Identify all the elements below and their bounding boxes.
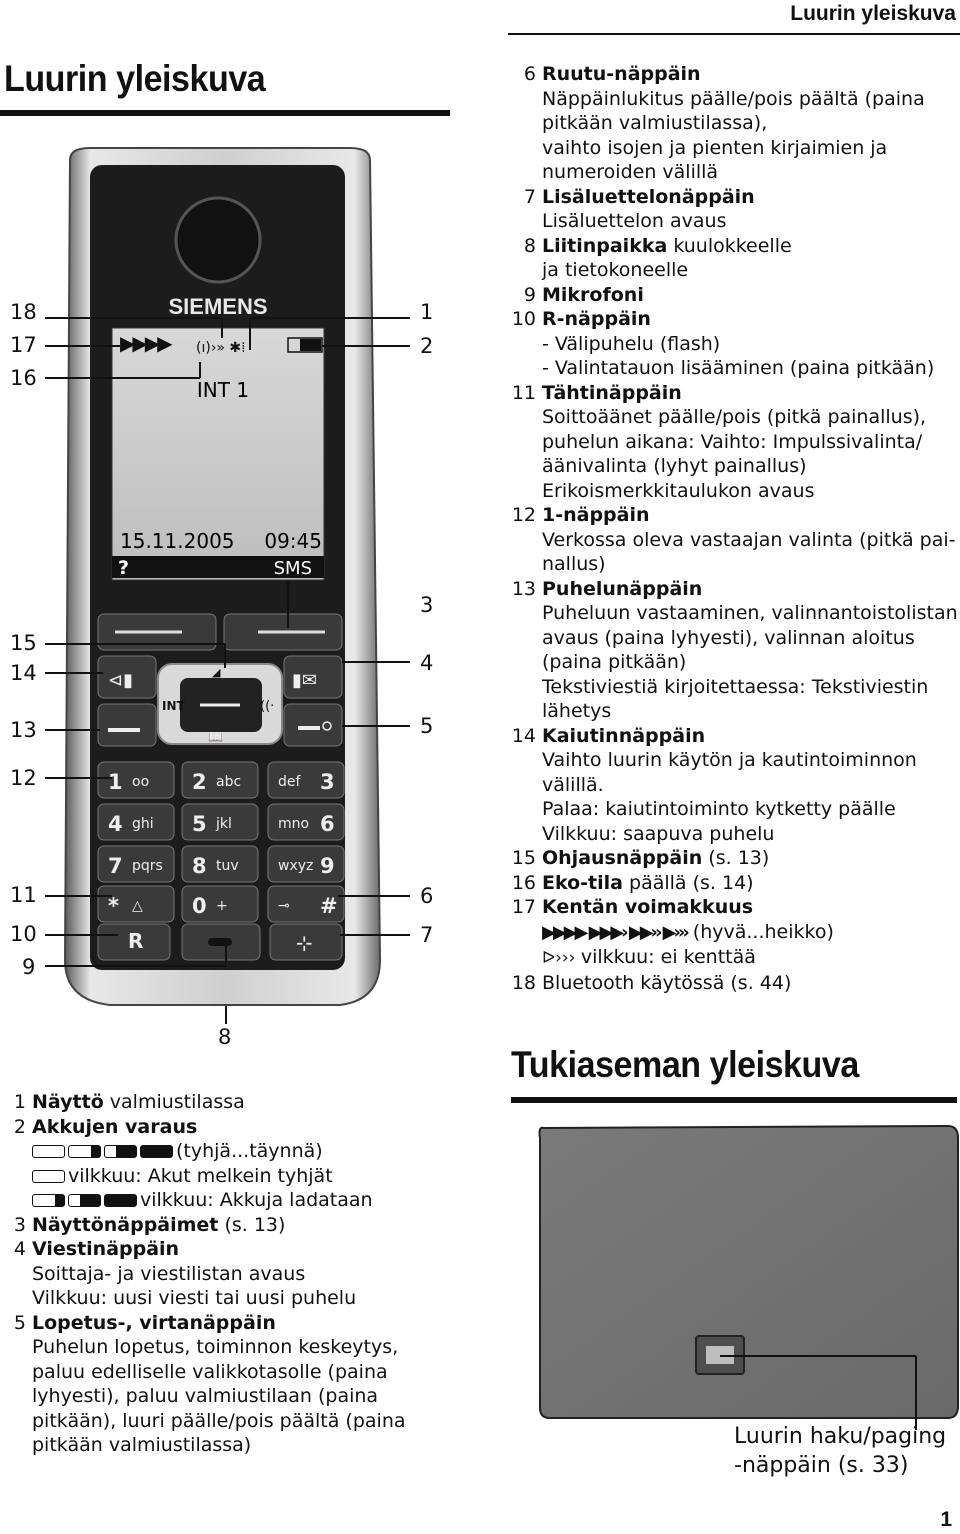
legend-line: Lisäluettelon avaus bbox=[542, 210, 727, 232]
legend-text: valmiustilassa bbox=[103, 1091, 245, 1113]
svg-text:▮✉: ▮✉ bbox=[292, 670, 317, 691]
legend-item-4 bbox=[0, 1237, 470, 1311]
legend-title: Kaiutinnäppäin bbox=[542, 724, 706, 747]
legend-line: äänivalinta (lyhyt painallus) bbox=[542, 455, 807, 477]
legend-title: Ohjausnäppäin bbox=[542, 847, 703, 869]
legend-num: 11 bbox=[511, 381, 536, 404]
keypad-digit: 4 bbox=[108, 812, 123, 836]
legend-item-9 bbox=[506, 283, 960, 308]
keypad-digit: 6 bbox=[320, 812, 335, 836]
callout-2: 2 bbox=[420, 334, 434, 358]
keypad-digit: # bbox=[320, 894, 338, 918]
battery-two-thirds-icon bbox=[104, 1145, 137, 1158]
legend-title: Mikrofoni bbox=[542, 283, 644, 306]
legend-line: Puheluun vastaaminen, valinnantoistolistan bbox=[542, 602, 958, 624]
legend-title: Kentän voimakkuus bbox=[542, 896, 754, 918]
legend-num: 18 bbox=[511, 971, 536, 994]
keypad-letters: jkl bbox=[216, 816, 232, 832]
keypad-digit: 0 bbox=[192, 894, 207, 918]
svg-text:((·: ((· bbox=[260, 699, 275, 714]
legend-num: 6 bbox=[523, 63, 536, 85]
legend-num: 12 bbox=[511, 504, 536, 526]
battery-low-text: vilkkuu: Akut melkein tyhjät bbox=[68, 1164, 333, 1187]
battery-charging-line bbox=[0, 1188, 470, 1213]
callout-9: 9 bbox=[22, 955, 36, 979]
legend-item-5 bbox=[0, 1311, 470, 1458]
legend-text: Bluetooth käytössä (s. 44) bbox=[542, 971, 792, 994]
callout-11: 11 bbox=[10, 883, 37, 907]
lcd-date: 15.11.2005 bbox=[120, 529, 235, 553]
legend-num: 7 bbox=[523, 185, 536, 208]
legend-text: (s. 13) bbox=[218, 1213, 286, 1236]
legend-line: Vilkkuu: uusi viesti tai uusi puhelu bbox=[32, 1287, 357, 1309]
battery-low-line bbox=[0, 1164, 470, 1189]
signal-none-line bbox=[506, 945, 960, 971]
legend-line: Soittaja- ja viestilistan avaus bbox=[32, 1262, 306, 1285]
lcd-time: 09:45 bbox=[264, 529, 322, 553]
legend-left-rest bbox=[0, 1213, 470, 1458]
base-caption-line-1: Luurin haku/paging bbox=[734, 1424, 947, 1449]
r-key-label: R bbox=[128, 929, 144, 953]
legend-line: Vilkkuu: saapuva puhelu bbox=[542, 822, 775, 845]
brand-logo: SIEMENS bbox=[168, 294, 268, 319]
legend-line: Tekstiviestiä kirjoitettaessa: Tekstiviestin bbox=[542, 675, 929, 698]
legend-title: Eko-tila bbox=[542, 871, 623, 894]
signal-levels-line bbox=[506, 920, 960, 946]
legend-line: - Valintatauon lisääminen (paina pitkään) bbox=[542, 357, 935, 379]
callout-14: 14 bbox=[10, 661, 37, 685]
legend-item-18 bbox=[506, 971, 960, 996]
legend-line: ja tietokoneelle bbox=[542, 259, 689, 281]
base-station-illustration bbox=[530, 1118, 960, 1430]
legend-title: R-näppäin bbox=[542, 308, 651, 330]
keypad-digit: 5 bbox=[192, 812, 207, 836]
legend-num: 10 bbox=[511, 308, 536, 330]
section-title-base: Tukiaseman yleiskuva bbox=[511, 1044, 859, 1085]
callout-18: 18 bbox=[10, 300, 37, 324]
legend-line: pitkään), luuri päälle/pois päältä (paina bbox=[32, 1409, 406, 1432]
keypad-letters: abc bbox=[216, 774, 242, 790]
callout-15: 15 bbox=[10, 631, 37, 655]
legend-title: Lopetus-, virtanäppäin bbox=[32, 1311, 276, 1334]
svg-text:⊲▮: ⊲▮ bbox=[108, 670, 133, 691]
legend-item-2 bbox=[0, 1115, 470, 1140]
callout-10: 10 bbox=[10, 922, 37, 946]
legend-line: Soittoäänet päälle/pois (pitkä painallus), bbox=[542, 406, 927, 428]
legend-num: 17 bbox=[511, 896, 536, 918]
title-rule-right bbox=[511, 1097, 957, 1103]
legend-line: Vaihto luurin käytön ja kautintoiminnon bbox=[542, 749, 917, 771]
battery-empty-icon bbox=[32, 1170, 65, 1183]
legend-right bbox=[506, 62, 960, 995]
legend-num: 15 bbox=[511, 847, 536, 869]
keypad-digit: 2 bbox=[192, 770, 207, 794]
page-number: 1 bbox=[940, 1508, 952, 1531]
keypad-letters: mno bbox=[278, 816, 310, 832]
legend-item-8 bbox=[506, 234, 960, 283]
legend-text: päällä (s. 14) bbox=[622, 871, 754, 894]
legend-item-1 bbox=[0, 1090, 470, 1115]
legend-line: avaus (paina lyhyesti), valinnan aloitus bbox=[542, 626, 915, 649]
callout-1: 1 bbox=[420, 300, 434, 324]
legend-line: - Välipuhelu (flash) bbox=[542, 332, 721, 355]
battery-third-icon bbox=[32, 1194, 65, 1207]
lcd-signal-icon: ▶▶▶▶ bbox=[120, 331, 170, 355]
legend-title: Lisäluettelonäppäin bbox=[542, 185, 755, 208]
legend-line: nallus) bbox=[542, 553, 606, 575]
legend-line: välillä. bbox=[542, 773, 604, 796]
keypad-letters: ghi bbox=[132, 816, 154, 832]
legend-title: Viestinäppäin bbox=[32, 1238, 180, 1260]
callout-4: 4 bbox=[420, 651, 434, 675]
legend-item-11 bbox=[506, 381, 960, 504]
callout-17: 17 bbox=[10, 333, 37, 357]
lcd-internal-name: INT 1 bbox=[196, 378, 250, 402]
legend-line: pitkään valmiustilassa), bbox=[542, 112, 768, 134]
callout-5: 5 bbox=[420, 714, 434, 738]
svg-text:⊹: ⊹ bbox=[296, 931, 313, 955]
legend-num: 3 bbox=[13, 1213, 26, 1236]
keypad-digit: 7 bbox=[108, 854, 123, 878]
svg-text:📖: 📖 bbox=[208, 730, 223, 744]
battery-range-text: (tyhjä...täynnä) bbox=[176, 1140, 323, 1162]
legend-title: Akkujen varaus bbox=[32, 1115, 198, 1138]
legend-text: kuulokkeelle bbox=[667, 234, 792, 257]
keypad-letters: wxyz bbox=[278, 858, 314, 874]
legend-line: paluu edelliselle valikkotasolle (paina bbox=[32, 1360, 388, 1383]
keypad-letters: tuv bbox=[216, 858, 239, 874]
svg-text:◢: ◢ bbox=[212, 666, 221, 679]
legend-line: Palaa: kaiutintoiminto kytketty päälle bbox=[542, 798, 896, 820]
legend-title: Liitinpaikka bbox=[542, 234, 668, 257]
legend-title: Näyttönäppäimet bbox=[32, 1213, 219, 1236]
legend-num: 14 bbox=[511, 724, 536, 747]
legend-line: pitkään valmiustilassa) bbox=[32, 1434, 252, 1456]
legend-num: 16 bbox=[511, 871, 536, 894]
keypad-letters: + bbox=[216, 898, 228, 914]
keypad-letters: ⊸ bbox=[278, 898, 290, 914]
legend-item-3 bbox=[0, 1213, 470, 1238]
legend-item-14 bbox=[506, 724, 960, 847]
header-rule bbox=[508, 33, 960, 35]
battery-full-icon bbox=[104, 1194, 137, 1207]
legend-num: 4 bbox=[13, 1238, 26, 1260]
legend-line: lyhyesti), paluu valmiustilaan (paina bbox=[32, 1385, 379, 1407]
keypad-digit: * bbox=[108, 894, 119, 918]
legend-item-15 bbox=[506, 846, 960, 871]
legend-item-6 bbox=[506, 62, 960, 185]
legend-item-13 bbox=[506, 577, 960, 724]
keypad-letters: △ bbox=[132, 898, 143, 914]
running-header: Luurin yleiskuva bbox=[790, 2, 956, 25]
legend-num: 13 bbox=[511, 577, 536, 600]
legend-num: 5 bbox=[13, 1311, 26, 1334]
keypad-letters: pqrs bbox=[132, 858, 163, 874]
callout-13: 13 bbox=[10, 718, 37, 742]
legend-line: vaihto isojen ja pienten kirjaimien ja bbox=[542, 136, 888, 159]
callout-3: 3 bbox=[420, 593, 434, 617]
nav-int-label: INT bbox=[162, 699, 185, 713]
legend-line: puhelun aikana: Vaihto: Impulssivalinta/ bbox=[542, 430, 923, 453]
no-signal-icon: ᐅ››› bbox=[542, 948, 581, 968]
callout-8: 8 bbox=[218, 1025, 232, 1049]
legend-line: Verkossa oleva vastaajan valinta (pitkä pai- bbox=[542, 528, 956, 551]
legend-title: 1-näppäin bbox=[542, 504, 650, 526]
lcd-softkey-right: SMS bbox=[273, 558, 312, 579]
legend-item-7 bbox=[506, 185, 960, 234]
keypad-digit: 8 bbox=[192, 854, 207, 878]
legend-num: 1 bbox=[13, 1091, 26, 1113]
legend-item-12 bbox=[506, 503, 960, 577]
legend-text: (s. 13) bbox=[702, 847, 770, 869]
legend-title: Tähtinäppäin bbox=[542, 381, 682, 404]
handset-illustration bbox=[0, 130, 470, 1060]
legend-num: 8 bbox=[523, 234, 536, 257]
battery-charging-text: vilkkuu: Akkuja ladataan bbox=[140, 1189, 373, 1211]
battery-third-icon bbox=[68, 1145, 101, 1158]
keypad-digit: 9 bbox=[320, 854, 335, 878]
legend-item-16 bbox=[506, 871, 960, 896]
signal-strength-icons: ▶▶▶▶ ▶▶▶› ▶▶›› ▶››› bbox=[542, 921, 687, 943]
battery-full-icon bbox=[140, 1145, 173, 1158]
lcd-softkey-left: ? bbox=[118, 557, 130, 579]
legend-line: Puhelun lopetus, toiminnon keskeytys, bbox=[32, 1336, 399, 1358]
battery-empty-icon bbox=[32, 1145, 65, 1158]
lcd-eco-bluetooth-icon: (ı)›» ✱⁞ bbox=[196, 340, 246, 356]
keypad-digit: 3 bbox=[320, 770, 335, 794]
callout-12: 12 bbox=[10, 766, 37, 790]
keypad-letters: oo bbox=[132, 774, 150, 790]
base-caption-line-2: -näppäin (s. 33) bbox=[734, 1453, 909, 1478]
signal-none-text: vilkkuu: ei kenttää bbox=[580, 946, 756, 968]
callout-16: 16 bbox=[10, 366, 37, 390]
legend-num: 9 bbox=[523, 283, 536, 306]
title-rule-left bbox=[0, 110, 450, 116]
battery-two-thirds-icon bbox=[68, 1194, 101, 1207]
signal-range-text: (hyvä...heikko) bbox=[692, 920, 834, 943]
legend-title: Näyttö bbox=[32, 1091, 104, 1113]
battery-levels-line bbox=[0, 1139, 470, 1164]
legend-line: (paina pitkään) bbox=[542, 651, 687, 673]
legend-line: lähetys bbox=[542, 700, 612, 722]
legend-line: numeroiden välillä bbox=[542, 161, 719, 183]
callout-6: 6 bbox=[420, 884, 434, 908]
legend-left bbox=[0, 1090, 470, 1458]
legend-title: Puhelunäppäin bbox=[542, 577, 703, 600]
legend-line: Erikoismerkkitaulukon avaus bbox=[542, 479, 815, 502]
keypad-digit: 1 bbox=[108, 770, 123, 794]
legend-item-10 bbox=[506, 307, 960, 381]
keypad-letters: def bbox=[278, 774, 301, 790]
legend-title: Ruutu-näppäin bbox=[542, 63, 701, 85]
base-caption bbox=[734, 1422, 946, 1480]
callout-7: 7 bbox=[420, 923, 434, 947]
legend-item-17 bbox=[506, 895, 960, 920]
section-title-handset: Luurin yleiskuva bbox=[4, 58, 266, 99]
legend-num: 2 bbox=[13, 1115, 26, 1138]
legend-line: Näppäinlukitus päälle/pois päältä (paina bbox=[542, 87, 925, 110]
